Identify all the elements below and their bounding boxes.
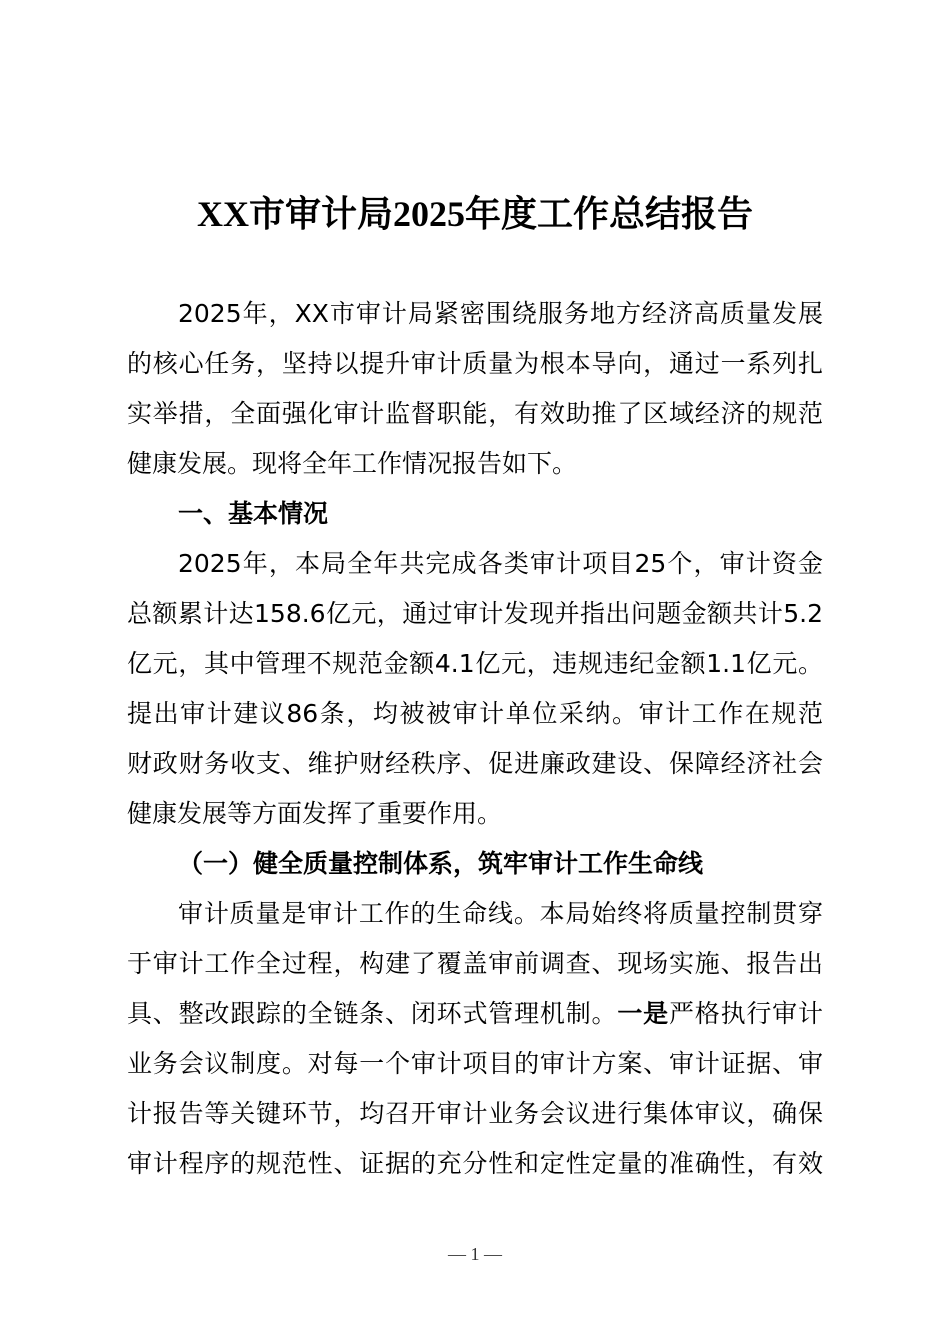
section-heading <box>127 489 823 539</box>
bold-marker: 一是 <box>617 999 669 1028</box>
line-text: 于审计工作全过程，构建了覆盖审前调查、现场实施、报告出 <box>127 949 823 978</box>
line-text: 亿元，其中管理不规范金额4.1亿元，违规违纪金额1.1亿元。 <box>127 649 823 678</box>
line-text: 审计质量是审计工作的生命线。本局始终将质量控制贯穿 <box>178 899 823 928</box>
page-number: — 1 — <box>448 1244 502 1264</box>
line-text: 计报告等关键环节，均召开审计业务会议进行集体审议，确保 <box>127 1099 823 1128</box>
text-line <box>127 289 823 339</box>
line-text: 健康发展。现将全年工作情况报告如下。 <box>127 449 578 478</box>
text-line <box>127 1039 823 1089</box>
text-line <box>127 789 823 839</box>
line-text: 审计程序的规范性、证据的充分性和定性定量的准确性，有效 <box>127 1149 823 1178</box>
line-text: 2025年，XX市审计局紧密围绕服务地方经济高质量发展 <box>178 299 823 328</box>
line-text: 具、整改跟踪的全链条、闭环式管理机制。 <box>127 999 618 1028</box>
line-text: 财政财务收支、维护财经秩序、促进廉政建设、保障经济社会 <box>127 749 823 778</box>
text-line <box>127 739 823 789</box>
line-text: 一、基本情况 <box>178 499 329 528</box>
line-text: 业务会议制度。对每一个审计项目的审计方案、审计证据、审 <box>127 1049 823 1078</box>
line-text: 的核心任务，坚持以提升审计质量为根本导向，通过一系列扎 <box>127 349 823 378</box>
line-text: 总额累计达158.6亿元，通过审计发现并指出问题金额共计5.2 <box>127 599 823 628</box>
text-line <box>127 939 823 989</box>
document-body <box>127 289 823 1189</box>
line-text-tail: 严格执行审计 <box>668 999 823 1028</box>
line-text: 提出审计建议86条，均被被审计单位采纳。审计工作在规范 <box>127 699 823 728</box>
line-text: 健康发展等方面发挥了重要作用。 <box>127 799 503 828</box>
text-line <box>127 1089 823 1139</box>
line-text: （一）健全质量控制体系，筑牢审计工作生命线 <box>178 849 704 878</box>
text-line <box>127 689 823 739</box>
section-heading <box>127 839 823 889</box>
text-line <box>127 339 823 389</box>
text-line <box>127 439 823 489</box>
line-text: 实举措，全面强化审计监督职能，有效助推了区域经济的规范 <box>127 399 823 428</box>
line-text: 2025年，本局全年共完成各类审计项目25个，审计资金 <box>178 549 823 578</box>
text-line <box>127 639 823 689</box>
text-line <box>127 589 823 639</box>
text-line <box>127 539 823 589</box>
text-line <box>127 1139 823 1189</box>
text-line <box>127 389 823 439</box>
text-line <box>127 889 823 939</box>
text-line <box>127 989 823 1039</box>
document-title: XX市审计局2025年度工作总结报告 <box>197 194 753 234</box>
